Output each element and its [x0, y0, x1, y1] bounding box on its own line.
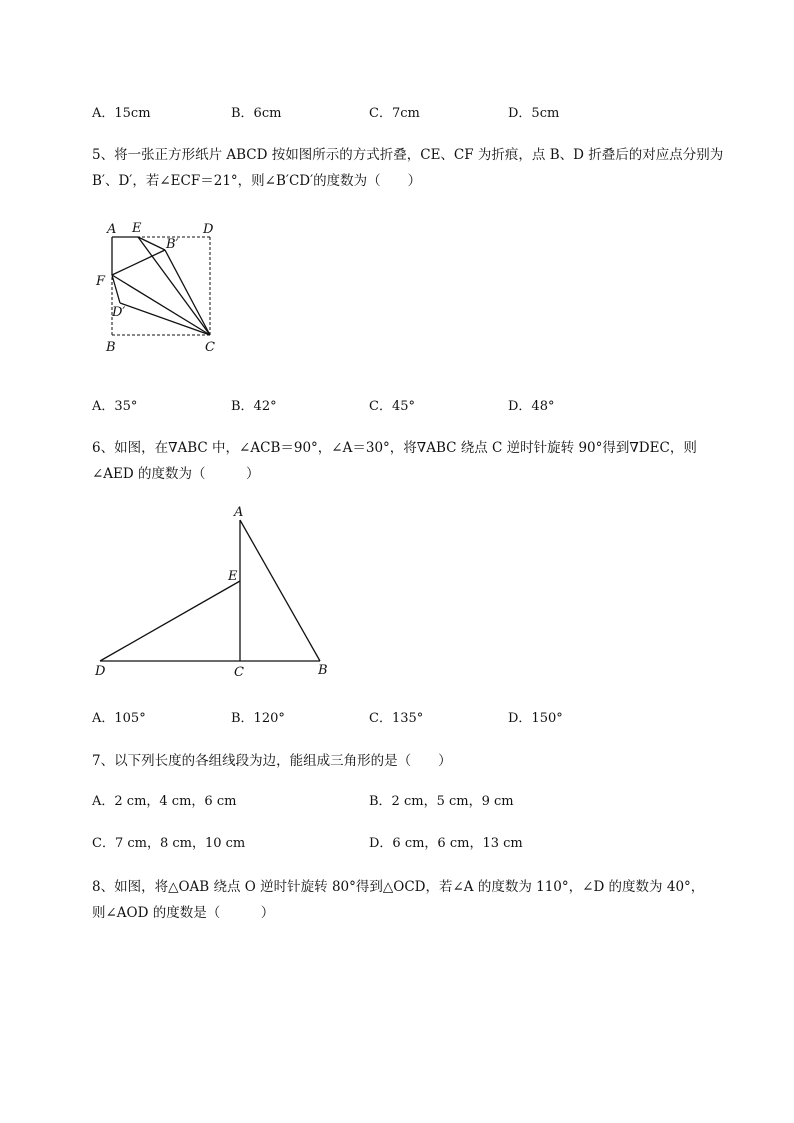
q5-label-a: A [107, 222, 117, 237]
q7-option-c: C．7 cm，8 cm，10 cm [92, 836, 246, 851]
q5-label-b: B [106, 340, 116, 355]
q5-label-d-prime: D′ [112, 305, 126, 320]
q4-option-b: B．6cm [231, 106, 282, 121]
q5-label-e: E [132, 221, 142, 236]
q6-rotation-figure [90, 500, 340, 685]
q6-option-b: B．120° [231, 711, 285, 726]
q5-label-c: C [205, 340, 215, 355]
q4-option-a: A．15cm [92, 106, 151, 121]
q6-option-d: D．150° [508, 711, 563, 726]
q8-stem-line1: 8、如图，将△OAB 绕点 O 逆时针旋转 80°得到△OCD，若∠A 的度数为 110°，∠D 的度数为 40°， [92, 879, 705, 895]
q6-label-e: E [228, 569, 238, 584]
q6-label-d: D [95, 664, 106, 679]
q6-stem-line2: ∠AED 的度数为（ ） [92, 466, 260, 482]
q6-option-c: C．135° [369, 711, 424, 726]
q7-option-a: A．2 cm，4 cm，6 cm [92, 794, 237, 809]
q6-stem-line1: 6、如图，在∇ABC 中，∠ACB＝90°，∠A＝30°，将∇ABC 绕点 C 逆时针旋转 90°得到∇DEC，则 [92, 440, 697, 456]
q6-label-b: B [318, 663, 328, 678]
q7-stem-line1: 7、以下列长度的各组线段为边，能组成三角形的是（ ） [92, 753, 452, 769]
q8-stem-line2: 则∠AOD 的度数是（ ） [92, 905, 275, 921]
q5-fold-figure [90, 215, 230, 360]
q7-option-b: B．2 cm，5 cm，9 cm [369, 794, 514, 809]
q5-option-b: B．42° [231, 399, 277, 414]
q4-option-d: D．5cm [508, 106, 560, 121]
q6-label-c: C [234, 665, 244, 680]
q4-option-c: C．7cm [369, 106, 420, 121]
q5-label-f: F [96, 274, 106, 289]
q5-option-a: A．35° [92, 399, 138, 414]
q5-label-b-prime: B′ [166, 237, 179, 252]
q6-label-a: A [234, 505, 244, 520]
q7-option-d: D．6 cm，6 cm，13 cm [369, 836, 523, 851]
q6-option-a: A．105° [92, 711, 146, 726]
q5-stem-line2: B′、D′，若∠ECF＝21°，则∠B′CD′的度数为（ ） [92, 173, 422, 189]
q5-option-d: D．48° [508, 399, 555, 414]
q5-label-d: D [203, 222, 214, 237]
q5-stem-line1: 5、将一张正方形纸片 ABCD 按如图所示的方式折叠，CE、CF 为折痕，点 B、D 折叠后的对应点分别为 [92, 147, 724, 163]
q5-option-c: C．45° [369, 399, 415, 414]
